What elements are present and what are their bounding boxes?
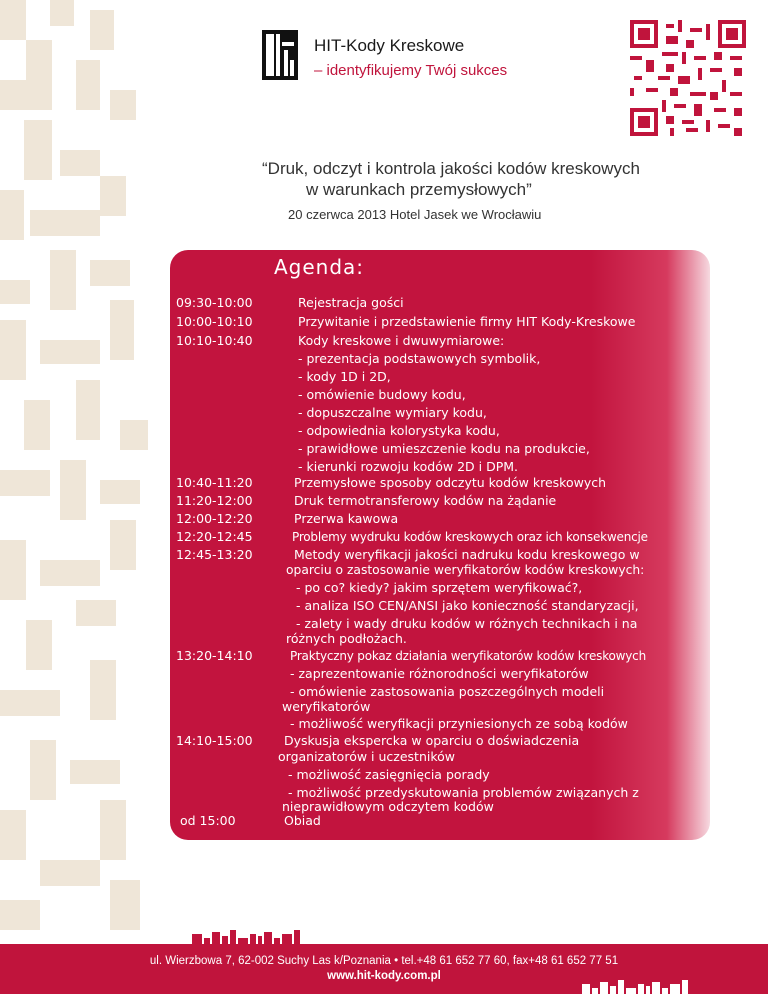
decorative-dots — [192, 930, 304, 944]
decorative-pixel-pattern — [0, 0, 150, 940]
agenda-time: 13:20-14:10 — [176, 648, 253, 663]
agenda-line: różnych podłożach. — [286, 631, 407, 646]
qr-code-icon — [630, 20, 746, 136]
agenda-line: - omówienie budowy kodu, — [298, 387, 466, 402]
agenda-line: nieprawidłowym odczytem kodów — [282, 799, 494, 814]
agenda-line: Obiad — [284, 813, 321, 828]
agenda-line: - możliwość weryfikacji przyniesionych ze sobą kodów — [290, 716, 628, 731]
agenda-line: organizatorów i uczestników — [278, 749, 456, 764]
agenda-line: Przemysłowe sposoby odczytu kodów kreskowych — [294, 475, 607, 490]
agenda-line: - prawidłowe umieszczenie kodu na produkcie, — [298, 441, 590, 456]
agenda-line: Kody kreskowe i dwuwymiarowe: — [298, 333, 505, 348]
agenda-time: 10:00-10:10 — [176, 314, 253, 329]
agenda-time: 10:10-10:40 — [176, 333, 253, 348]
agenda-time: 10:40-11:20 — [176, 475, 253, 490]
event-date-place: 20 czerwca 2013 Hotel Jasek we Wrocławiu — [288, 207, 542, 222]
agenda-line: - prezentacja podstawowych symbolik, — [298, 351, 541, 366]
brand-name: HIT-Kody Kreskowe — [314, 36, 465, 55]
agenda-time: od 15:00 — [180, 813, 236, 828]
agenda-line: - kierunki rozwoju kodów 2D i DPM. — [298, 459, 519, 474]
agenda-line: - zalety i wady druku kodów w różnych technikach i na — [296, 616, 638, 631]
agenda-line: - możliwość zasięgnięcia porady — [288, 767, 490, 782]
brand-tagline: – identyfikujemy Twój sukces — [314, 62, 508, 79]
footer-address: ul. Wierzbowa 7, 62-002 Suchy Las k/Poznania • tel.+48 61 652 77 60, fax+48 61 652 77 51 — [149, 955, 619, 967]
agenda-line: - zaprezentowanie różnorodności weryfikatorów — [290, 666, 589, 681]
agenda-line: Metody weryfikacji jakości nadruku kodu kreskowego w — [294, 547, 640, 562]
company-logo-icon — [262, 30, 298, 80]
agenda-time: 12:20-12:45 — [176, 529, 253, 544]
agenda-line: weryfikatorów — [282, 699, 371, 714]
agenda-line: - omówienie zastosowania poszczególnych modeli — [290, 684, 605, 699]
footer-website[interactable]: www.hit-kody.com.pl — [327, 970, 441, 982]
agenda-time: 09:30-10:00 — [176, 295, 253, 310]
agenda-line: Praktyczny pokaz działania weryfikatorów kodów kreskowych — [290, 649, 646, 663]
agenda-line: oparciu o zastosowanie weryfikatorów kodów kreskowych: — [286, 563, 645, 577]
agenda-time: 14:10-15:00 — [176, 733, 253, 748]
agenda-line: Rejestracja gości — [298, 295, 404, 310]
agenda-line: Przywitanie i przedstawienie firmy HIT Kody-Kreskowe — [298, 314, 636, 329]
agenda-line: - kody 1D i 2D, — [298, 369, 391, 384]
agenda-line: - możliwość przedyskutowania problemów związanych z — [288, 785, 639, 800]
agenda-time: 12:00-12:20 — [176, 511, 253, 526]
agenda-time: 11:20-12:00 — [176, 493, 253, 508]
agenda-heading: Agenda: — [274, 255, 365, 279]
agenda-line: Przerwa kawowa — [294, 511, 399, 526]
agenda-line: - odpowiednia kolorystyka kodu, — [298, 423, 500, 438]
event-title — [262, 158, 702, 200]
decorative-dots — [582, 980, 692, 994]
agenda-line: Problemy wydruku kodów kreskowych oraz ich konsekwencje — [292, 530, 648, 544]
agenda-time: 12:45-13:20 — [176, 547, 253, 562]
agenda-line: - analiza ISO CEN/ANSI jako konieczność standaryzacji, — [296, 598, 639, 613]
agenda-line: Dyskusja ekspercka w oparciu o doświadczenia — [284, 733, 580, 748]
agenda-line: - dopuszczalne wymiary kodu, — [298, 405, 487, 420]
event-title-line-2: w warunkach przemysłowych” — [306, 180, 532, 199]
agenda-line: Druk termotransferowy kodów na żądanie — [294, 493, 557, 508]
event-title-line-1: “Druk, odczyt i kontrola jakości kodów kreskowych — [262, 159, 640, 178]
agenda-line: - po co? kiedy? jakim sprzętem weryfikować?, — [296, 580, 583, 595]
